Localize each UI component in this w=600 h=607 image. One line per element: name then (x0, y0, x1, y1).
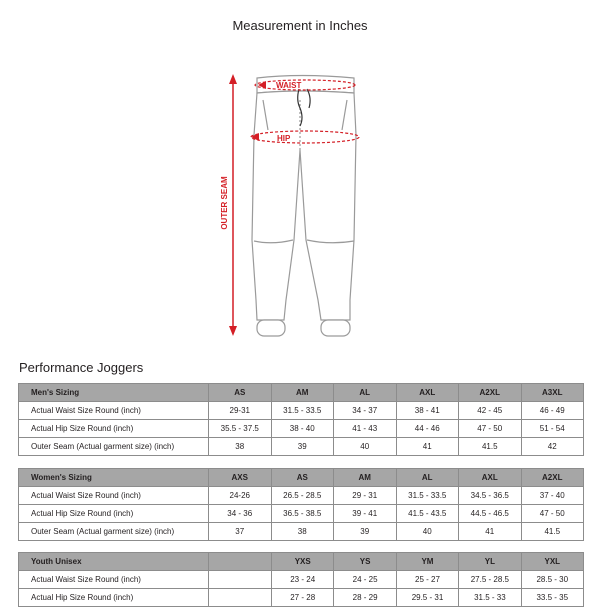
table-cell: 34 - 36 (209, 505, 272, 523)
table-row (19, 438, 584, 456)
table-header-spacer (209, 553, 272, 571)
table-cell: 44 - 46 (396, 420, 459, 438)
table-cell: 38 (209, 438, 272, 456)
table-header (19, 469, 584, 487)
table-cell: 41.5 (521, 523, 584, 541)
table-row (19, 571, 584, 589)
table-header-cell: AM (271, 384, 334, 402)
table-cell: 38 - 41 (396, 402, 459, 420)
table-cell: 27 - 28 (272, 589, 334, 607)
table-header-cell: A3XL (521, 384, 584, 402)
table-cell: 31.5 - 33 (459, 589, 521, 607)
table-header-cell: YXS (272, 553, 334, 571)
table-cell: 46 - 49 (521, 402, 584, 420)
table-cell: 26.5 - 28.5 (271, 487, 334, 505)
table-header-cell: A2XL (521, 469, 584, 487)
table-cell: 41 (396, 438, 459, 456)
arrow-down-icon (229, 326, 237, 336)
table-cell: 44.5 - 46.5 (459, 505, 522, 523)
table-cell: Actual Waist Size Round (inch) (19, 571, 209, 589)
table-row (19, 487, 584, 505)
table-header (19, 553, 584, 571)
table-cell: 39 - 41 (334, 505, 397, 523)
table-cell: 28.5 - 30 (521, 571, 583, 589)
table-cell: 47 - 50 (521, 505, 584, 523)
table-header-cell: AS (209, 384, 272, 402)
table-header-row (19, 553, 584, 571)
table-header-row (19, 384, 584, 402)
table-cell: 33.5 - 35 (521, 589, 583, 607)
table-header-row (19, 469, 584, 487)
table-cell: 27.5 - 28.5 (459, 571, 521, 589)
table-cell: Actual Waist Size Round (inch) (19, 402, 209, 420)
table-cell: 37 - 40 (521, 487, 584, 505)
jogger-outline (252, 76, 356, 337)
table-cell: 31.5 - 33.5 (396, 487, 459, 505)
table-cell: 41.5 (459, 438, 522, 456)
table-cell: 24-26 (209, 487, 272, 505)
table-cell: 35.5 - 37.5 (209, 420, 272, 438)
table-header-cell: YL (459, 553, 521, 571)
table-row (19, 523, 584, 541)
table-cell: 39 (271, 438, 334, 456)
table-header-cell: YXL (521, 553, 583, 571)
table-cell: Actual Hip Size Round (inch) (19, 589, 209, 607)
table-cell: 36.5 - 38.5 (271, 505, 334, 523)
table-header-cell: AXL (459, 469, 522, 487)
table-cell: 29 - 31 (334, 487, 397, 505)
table-body (19, 402, 584, 456)
table-cell: 31.5 - 33.5 (271, 402, 334, 420)
table-cell: 40 (396, 523, 459, 541)
table-cell: Actual Hip Size Round (inch) (19, 505, 209, 523)
table-cell: 29.5 - 31 (396, 589, 458, 607)
table-cell: 51 - 54 (521, 420, 584, 438)
table-body (19, 571, 584, 607)
table-header-cell: Men's Sizing (19, 384, 209, 402)
table-cell: Outer Seam (Actual garment size) (inch) (19, 438, 209, 456)
table-cell: 41 (459, 523, 522, 541)
table-cell: 47 - 50 (459, 420, 522, 438)
table-header-cell: YS (334, 553, 396, 571)
womens-sizing-table (18, 468, 584, 541)
mens-sizing-table (18, 383, 584, 456)
page-heading: Measurement in Inches (232, 18, 368, 33)
youth-sizing-table (18, 552, 584, 607)
hip-label: HIP (277, 134, 291, 143)
table-cell: 34.5 - 36.5 (459, 487, 522, 505)
outer-seam-label: OUTER SEAM (220, 176, 229, 230)
table-header-cell: YM (396, 553, 458, 571)
table-row (19, 402, 584, 420)
table-header-cell: Youth Unisex (19, 553, 209, 571)
table-header-cell: AM (334, 469, 397, 487)
table-cell: 41.5 - 43.5 (396, 505, 459, 523)
table-cell: 23 - 24 (272, 571, 334, 589)
table-header-cell: Women's Sizing (19, 469, 209, 487)
table-cell: 34 - 37 (334, 402, 397, 420)
table-cell: 41 - 43 (334, 420, 397, 438)
table-cell: 42 - 45 (459, 402, 522, 420)
waist-label: WAIST (276, 81, 302, 90)
table-header-cell: AL (396, 469, 459, 487)
table-header-cell: AS (271, 469, 334, 487)
table-cell: 38 - 40 (271, 420, 334, 438)
table-row (19, 589, 584, 607)
table-cell: Outer Seam (Actual garment size) (inch) (19, 523, 209, 541)
table-header-cell: AXL (396, 384, 459, 402)
table-header-cell: A2XL (459, 384, 522, 402)
table-cell: 37 (209, 523, 272, 541)
section-title: Performance Joggers (19, 360, 144, 375)
table-spacer-cell (209, 571, 272, 589)
table-cell: 38 (271, 523, 334, 541)
table-cell: Actual Waist Size Round (inch) (19, 487, 209, 505)
table-header-cell: AL (334, 384, 397, 402)
table-body (19, 487, 584, 541)
table-spacer-cell (209, 589, 272, 607)
arrow-up-icon (229, 74, 237, 84)
table-cell: 40 (334, 438, 397, 456)
table-cell: 25 - 27 (396, 571, 458, 589)
table-cell: 42 (521, 438, 584, 456)
table-header (19, 384, 584, 402)
table-cell: 39 (334, 523, 397, 541)
table-header-cell: AXS (209, 469, 272, 487)
table-cell: 29-31 (209, 402, 272, 420)
table-cell: 24 - 25 (334, 571, 396, 589)
table-cell: Actual Hip Size Round (inch) (19, 420, 209, 438)
table-row (19, 420, 584, 438)
table-row (19, 505, 584, 523)
table-cell: 28 - 29 (334, 589, 396, 607)
